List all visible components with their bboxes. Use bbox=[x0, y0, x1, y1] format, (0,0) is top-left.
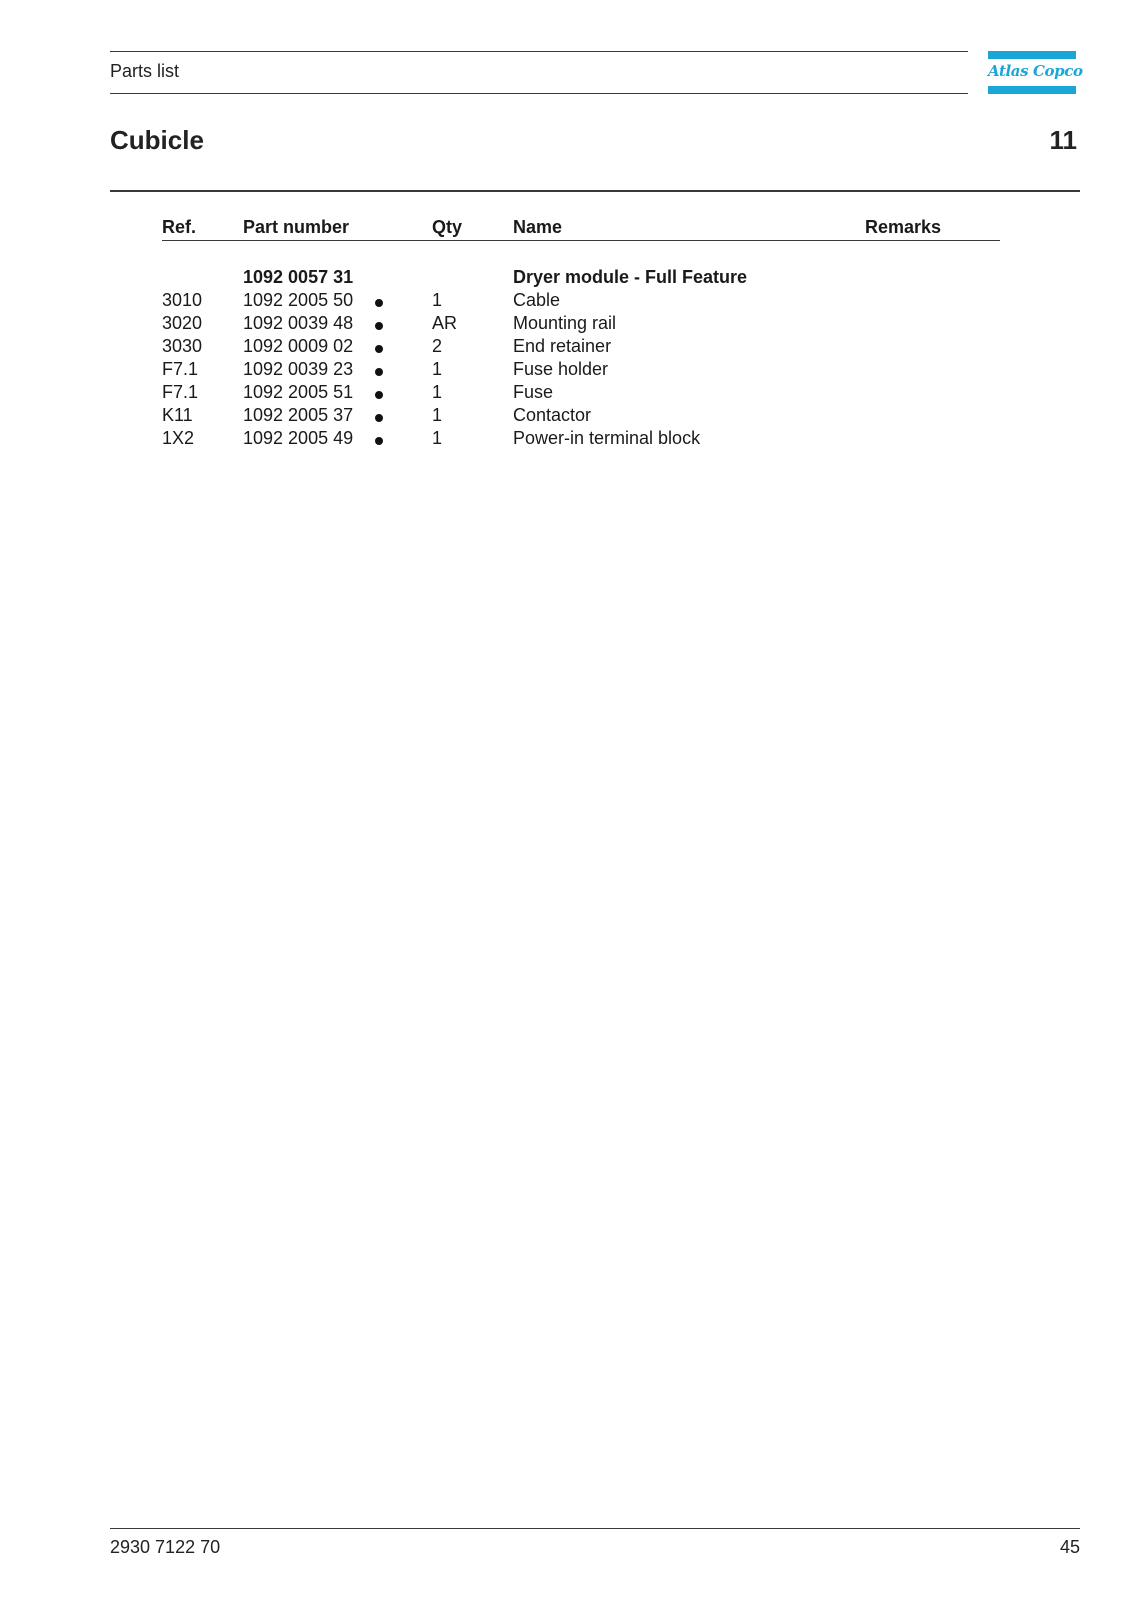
table-row bbox=[0, 428, 1131, 451]
cell-name: Cable bbox=[513, 290, 561, 310]
table-row bbox=[0, 405, 1131, 428]
page-number: 45 bbox=[1059, 1537, 1080, 1557]
bullet-marker-icon bbox=[375, 437, 383, 445]
cell-qty: 2 bbox=[432, 336, 443, 356]
column-header-ref: Ref. bbox=[162, 217, 197, 237]
cell-name: Power-in terminal block bbox=[513, 428, 701, 448]
bullet-marker-icon bbox=[375, 391, 383, 399]
cell-name: Fuse bbox=[513, 382, 554, 402]
cell-name: End retainer bbox=[513, 336, 612, 356]
table-row bbox=[0, 336, 1131, 359]
bullet-marker-icon bbox=[375, 368, 383, 376]
cell-part-number: 1092 0039 48 bbox=[243, 313, 354, 333]
column-header-qty: Qty bbox=[432, 217, 463, 237]
bullet-marker-icon bbox=[375, 414, 383, 422]
header-bottom-rule bbox=[110, 93, 968, 94]
page-title: Cubicle bbox=[110, 125, 204, 155]
header-top-rule bbox=[110, 51, 968, 52]
logo-bottom-bar bbox=[988, 86, 1076, 94]
cell-name: Contactor bbox=[513, 405, 592, 425]
cell-qty: 1 bbox=[432, 290, 443, 310]
section-label: Parts list bbox=[110, 61, 180, 81]
cell-part-number: 1092 0039 23 bbox=[243, 359, 354, 379]
table-row bbox=[0, 267, 1131, 290]
column-header-part-number: Part number bbox=[243, 217, 350, 237]
cell-ref: 3010 bbox=[162, 290, 203, 310]
cell-qty: AR bbox=[432, 313, 458, 333]
table-row bbox=[0, 359, 1131, 382]
bullet-marker-icon bbox=[375, 299, 383, 307]
table-row bbox=[0, 313, 1131, 336]
table-row bbox=[0, 290, 1131, 313]
logo-top-bar bbox=[988, 51, 1076, 59]
table-row bbox=[0, 382, 1131, 405]
cell-part-number: 1092 0057 31 bbox=[243, 267, 354, 287]
document-number: 2930 7122 70 bbox=[110, 1537, 221, 1557]
bullet-marker-icon bbox=[375, 322, 383, 330]
column-header-name: Name bbox=[513, 217, 563, 237]
cell-qty: 1 bbox=[432, 428, 443, 448]
bullet-marker-icon bbox=[375, 345, 383, 353]
chapter-number: 11 bbox=[1049, 125, 1077, 155]
cell-qty: 1 bbox=[432, 359, 443, 379]
cell-name: Dryer module - Full Feature bbox=[513, 267, 748, 287]
table-header-rule bbox=[162, 240, 1000, 241]
cell-ref: 3030 bbox=[162, 336, 203, 356]
title-rule bbox=[110, 190, 1080, 192]
cell-part-number: 1092 0009 02 bbox=[243, 336, 354, 356]
logo-wordmark: Atlas Copco bbox=[988, 62, 1083, 80]
cell-ref: K11 bbox=[162, 405, 193, 425]
cell-ref: 1X2 bbox=[162, 428, 195, 448]
cell-name: Mounting rail bbox=[513, 313, 617, 333]
cell-ref: 3020 bbox=[162, 313, 203, 333]
cell-ref: F7.1 bbox=[162, 359, 199, 379]
cell-qty: 1 bbox=[432, 382, 443, 402]
atlas-copco-logo bbox=[988, 51, 1083, 94]
cell-part-number: 1092 2005 37 bbox=[243, 405, 354, 425]
cell-part-number: 1092 2005 49 bbox=[243, 428, 354, 448]
cell-name: Fuse holder bbox=[513, 359, 609, 379]
footer-rule bbox=[110, 1528, 1080, 1529]
cell-qty: 1 bbox=[432, 405, 443, 425]
cell-part-number: 1092 2005 51 bbox=[243, 382, 354, 402]
cell-part-number: 1092 2005 50 bbox=[243, 290, 354, 310]
column-header-remarks: Remarks bbox=[865, 217, 942, 237]
cell-ref: F7.1 bbox=[162, 382, 199, 402]
